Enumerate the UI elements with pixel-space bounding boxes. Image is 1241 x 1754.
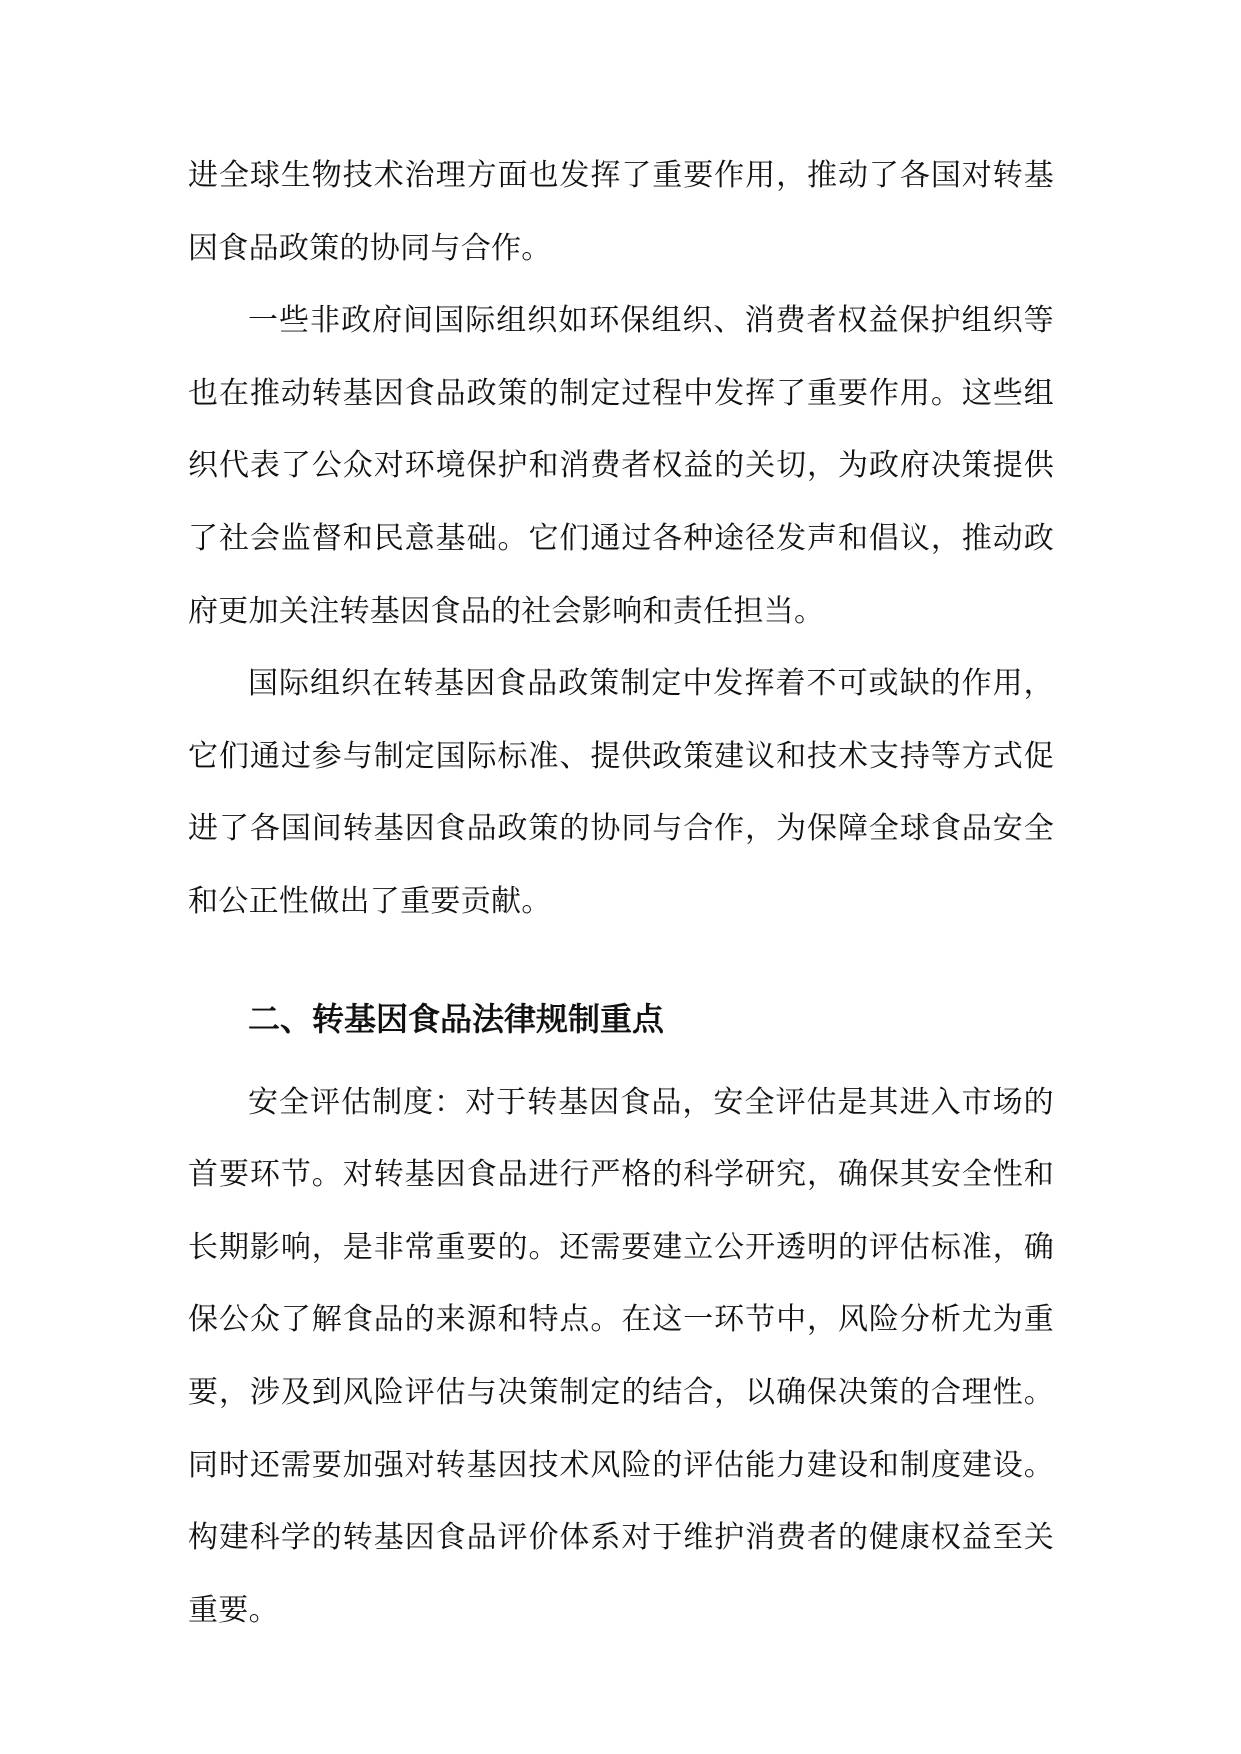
paragraph-continuation: 进全球生物技术治理方面也发挥了重要作用，推动了各国对转基因食品政策的协同与合作。 [188,158,1054,266]
paragraph-ngo-role: 一些非政府间国际组织如环保组织、消费者权益保护组织等也在推动转基因食品政策的制定过程中发挥了重要作用。这些组织代表了公众对环境保护和消费者权益的关切，为政府决策提供了社会监督和民意基础。它们通过各种途径发声和倡议，推动政府更加关注转基因食品的社会影响和责任担当。 [188,303,1054,629]
paragraph-safety-assessment: 安全评估制度：对于转基因食品，安全评估是其进入市场的首要环节。对转基因食品进行严格的科学研究，确保其安全性和长期影响，是非常重要的。还需要建立公开透明的评估标准，确保公众了解食品的来源和特点。在这一环节中，风险分析尤为重要，涉及到风险评估与决策制定的结合，以确保决策的合理性。同时还需要加强对转基因技术风险的评估能力建设和制度建设。构建科学的转基因食品评价体系对于维护消费者的健康权益至关重要。 [188,1084,1054,1628]
paragraph-intl-org-summary: 国际组织在转基因食品政策制定中发挥着不可或缺的作用，它们通过参与制定国际标准、提供政策建议和技术支持等方式促进了各国间转基因食品政策的协同与合作，为保障全球食品安全和公正性做出了重要贡献。 [188,666,1054,919]
document-body [188,140,1054,1647]
section-heading: 二、转基因食品法律规制重点 [248,999,665,1038]
